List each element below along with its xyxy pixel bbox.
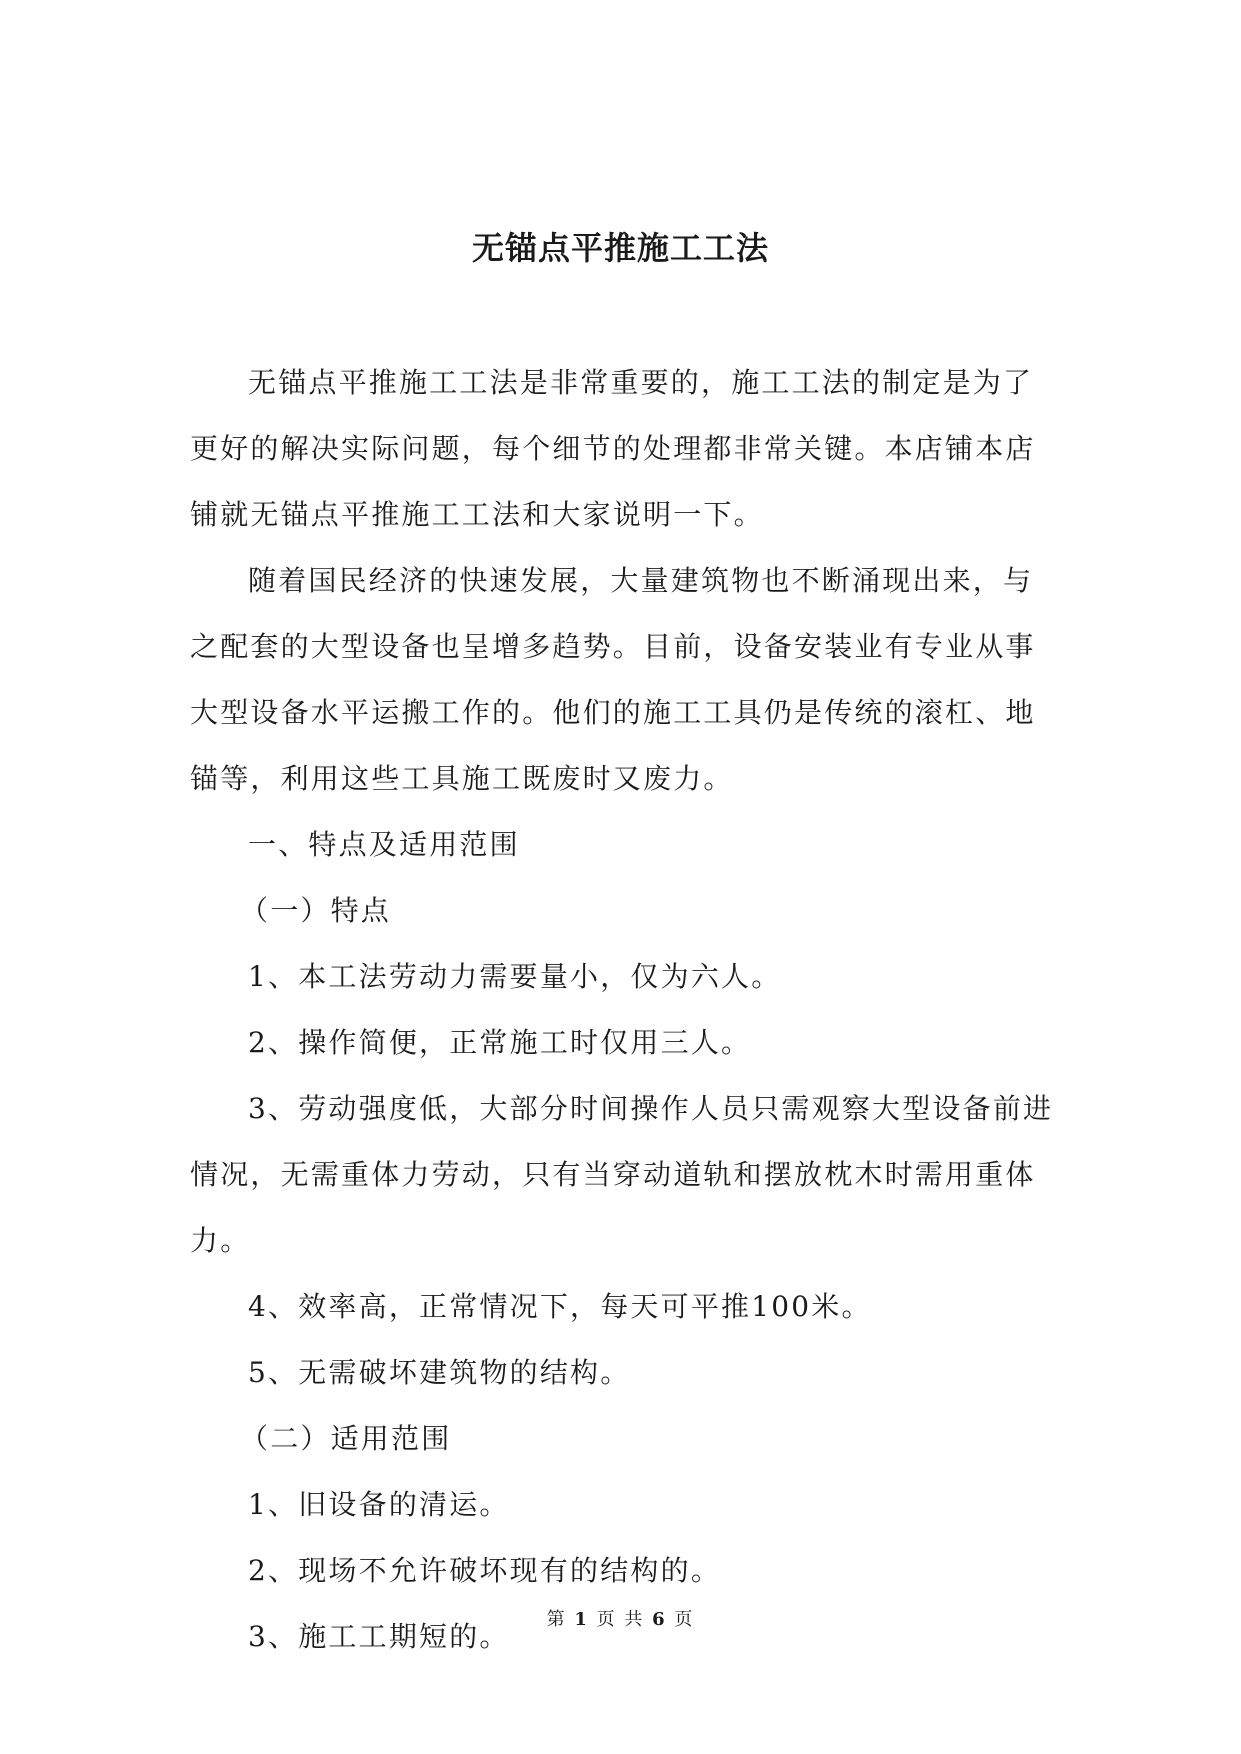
list-item: 2、操作简便，正常施工时仅用三人。 [248,1026,752,1059]
list-item: 2、现场不允许破坏现有的结构的。 [248,1554,722,1587]
list-item: 1、本工法劳动力需要量小，仅为六人。 [248,960,782,993]
document-body [190,350,1055,1670]
footer-middle: 页 共 [596,1609,645,1630]
list-item: 5、无需破坏建筑物的结构。 [248,1356,631,1389]
list-item: 1、旧设备的清运。 [248,1488,510,1521]
footer-total-pages: 6 [652,1609,667,1630]
list-item: 3、劳动强度低，大部分时间操作人员只需观察大型设备前进情况，无需重体力劳动，只有当穿动道轨和摆放枕木时需用重体力。 [190,1092,1054,1257]
subsection-heading-scope: （二）适用范围 [240,1422,452,1455]
paragraph-intro: 无锚点平推施工工法是非常重要的，施工工法的制定是为了更好的解决实际问题，每个细节的处理都非常关键。本店铺本店铺就无锚点平推施工工法和大家说明一下。 [190,366,1036,531]
footer-page-number: 1 [574,1609,589,1630]
footer-suffix: 页 [674,1609,695,1630]
subsection-heading-features: （一）特点 [240,894,392,927]
list-item: 3、施工工期短的。 [248,1620,510,1653]
section-heading-features-scope: 一、特点及适用范围 [248,828,520,861]
list-item: 4、效率高，正常情况下，每天可平推100米。 [248,1290,872,1323]
page-footer [0,1608,1241,1632]
document-title: 无锚点平推施工工法 [471,229,769,267]
footer-prefix: 第 [546,1609,567,1630]
paragraph-background: 随着国民经济的快速发展，大量建筑物也不断涌现出来，与之配套的大型设备也呈增多趋势。目前，设备安装业有专业从事大型设备水平运搬工作的。他们的施工工具仍是传统的滚杠、地锚等，利用这些工具施工既废时又废力。 [190,564,1036,795]
